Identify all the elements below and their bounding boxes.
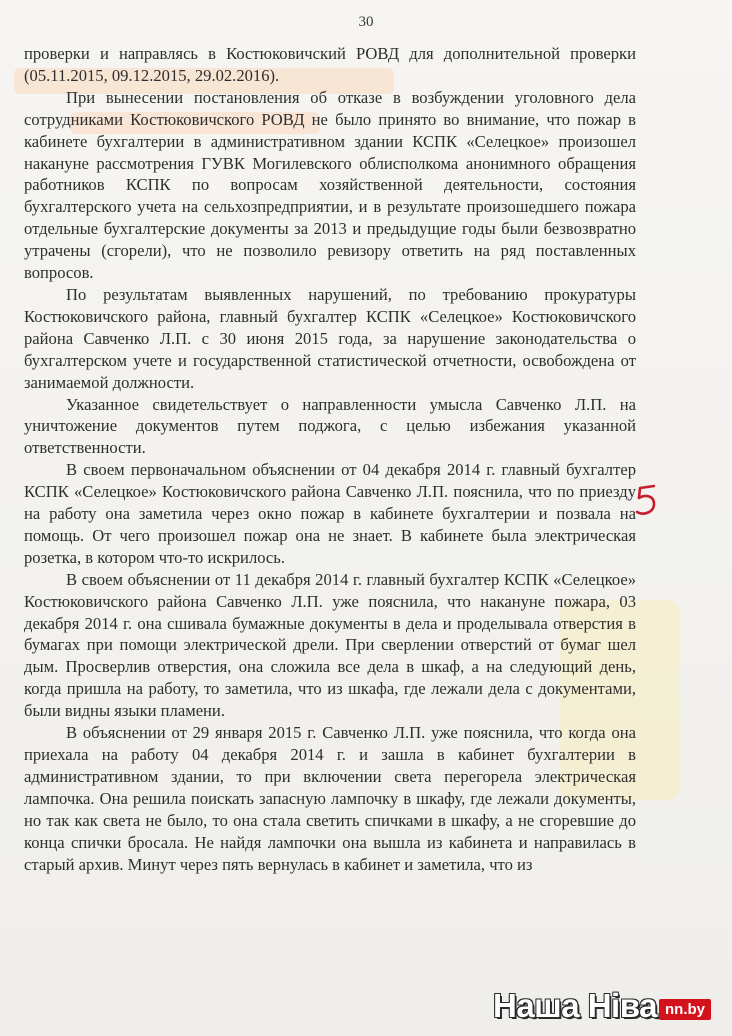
document-body xyxy=(24,43,636,875)
paragraph: При вынесении постановления об отказе в возбуждении уголовного дела сотрудниками Костюковичского РОВД не было принято во внимание, что пожар в кабинете бухгалтерии в административном здании КСПК «Селецкое» произошел накануне рассмотрения ГУВК Могилевского облисполкома анонимного обращения работников КСПК по вопросам хозяйственной деятельности, состояния бухгалтерского учета на сельхозпредприятии, и в результате произошедшего пожара отдельные бухгалтерские документы за 2013 и предыдущие годы были безвозвратно утрачены (сгорели), что не позволило ревизору ответить на ряд поставленных вопросов. xyxy=(24,87,636,283)
paragraph: В объяснении от 29 января 2015 г. Савченко Л.П. уже пояснила, что когда она приехала на работу 04 декабря 2014 г. и зашла в кабинет бухгалтерии в административном здании, то при включении света перегорела электрическая лампочка. Она решила поискать запасную лампочку в шкафу, где лежали документы, но так как света не было, то она стала светить спичками в шкафу, а не сгоревшие до конца спички бросала. Не найдя лампочки она вышла из кабинета и направилась в старый архив. Минут через пять вернулась в кабинет и заметила, что из xyxy=(24,723,636,874)
watermark-site: nn.by xyxy=(659,999,711,1020)
page-number: 30 xyxy=(358,14,374,30)
paragraph: Указанное свидетельствует о направленности умысла Савченко Л.П. на уничтожение документов путем поджога, с целью избежания указанной ответственности. xyxy=(24,394,636,458)
paragraph: проверки и направлясь в Костюковичский РОВД для дополнительной проверки (05.11.2015, 09.12.2015, 29.02.2016). xyxy=(24,44,636,85)
paragraph: По результатам выявленных нарушений, по требованию прокуратуры Костюковичского района, главный бухгалтер КСПК «Селецкое» Костюковичского района Савченко Л.П. с 30 июня 2015 года, за нарушение законодательства о бухгалтерском учете и государственной статистической отчетности, освобождена от занимаемой должности. xyxy=(24,284,636,392)
watermark-brand: Наша Ніва xyxy=(493,987,657,1024)
paragraph: В своем первоначальном объяснении от 04 декабря 2014 г. главный бухгалтер КСПК «Селецкое» Костюковичского района Савченко Л.П. пояснила, что по приезду на работу она заметила через окно пожар в кабинете бухгалтерии и позвала на помощь. От чего произошел пожар она не знает. В кабинете была электрическая розетка, в котором что-то искрилось. xyxy=(24,460,636,567)
paragraph: В своем объяснении от 11 декабря 2014 г. главный бухгалтер КСПК «Селецкое» Костюковичского района Савченко Л.П. уже пояснила, что накануне пожара, 03 декабря 2014 г. она сшивала бумажные документы в дела и проделывала отверстия в бумагах при помощи электрической дрели. При сверлении отверстий от бумаг шел дым. Просверлив отверстия, она сложила все дела в шкаф, а на следующий день, когда пришла на работу, то заметила, что из шкафа, где лежали дела с документами, были видны языки пламени. xyxy=(24,569,636,721)
watermark-logo xyxy=(493,985,725,1031)
handwritten-five-mark xyxy=(632,480,662,520)
